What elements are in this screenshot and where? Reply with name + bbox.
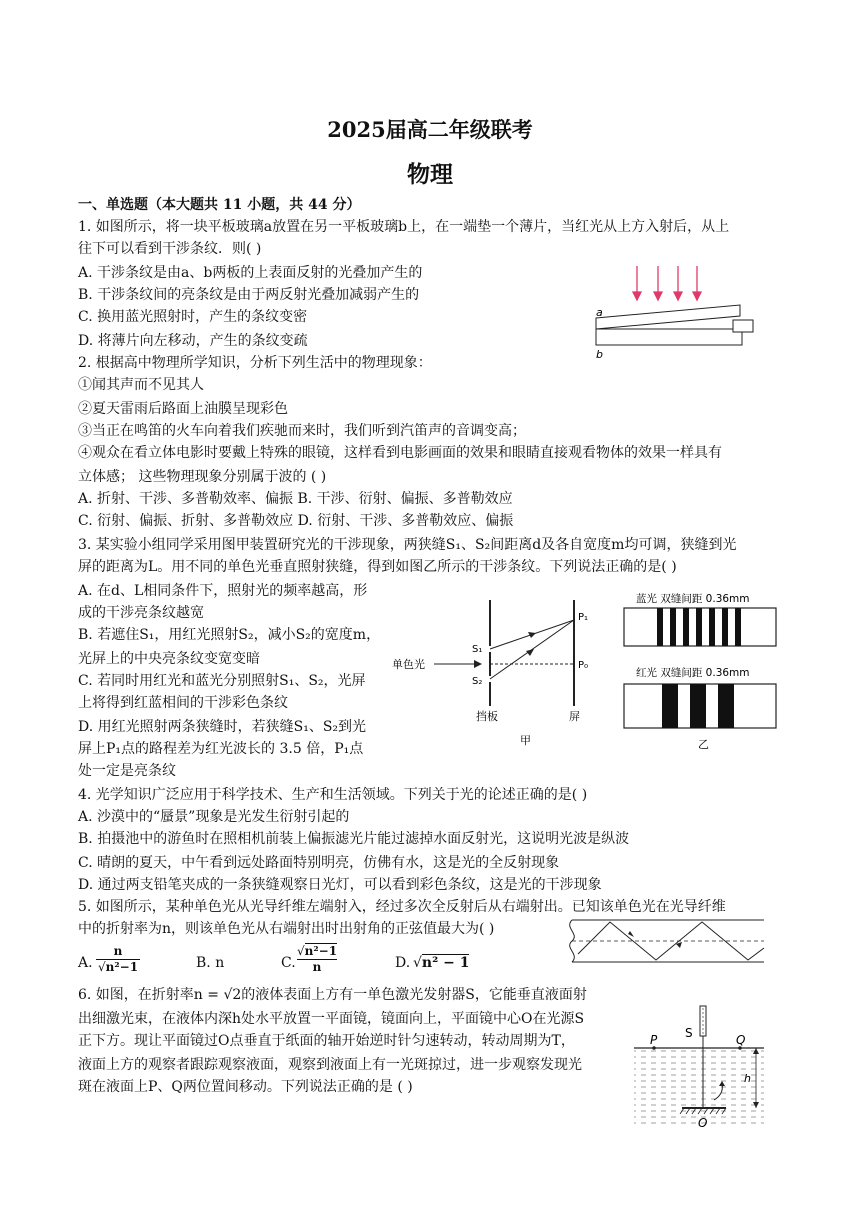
label-q: Q xyxy=(736,1033,746,1047)
figure-jia-caption: 甲 xyxy=(520,734,531,747)
q3-option-a: A. 在d、L相同条件下，照射光的频率越高，形 xyxy=(78,583,368,599)
screen-label: 屏 xyxy=(569,710,580,723)
q3-double-slit-figure xyxy=(392,588,602,748)
q3-stem-line2: 屏的距离为L。用不同的单色光垂直照射狭缝，得到如图乙所示的干涉条纹。下列说法正确的是( ) xyxy=(78,559,677,575)
q4-option-b: B. 拍摄池中的游鱼时在照相机前装上偏振滤光片能过滤掉水面反射光，这说明光波是纵波 xyxy=(78,831,630,847)
q5-option-a-label: A. xyxy=(78,955,93,971)
q3-option-d-cont: 屏上P₁点的路程差为红光波长的 3.5 倍，P₁点 xyxy=(78,741,364,757)
q4-option-a: A. 沙漠中的“蜃景”现象是光发生衍射引起的 xyxy=(78,809,350,825)
label-o: O xyxy=(698,1116,708,1130)
q4-option-c: C. 晴朗的夏天，中午看到远处路面特别明亮，仿佛有水，这是光的全反射现象 xyxy=(78,855,560,871)
q3-option-c: C. 若同时用红光和蓝光分别照射S₁、S₂，光屏 xyxy=(78,673,366,689)
label-h: h xyxy=(744,1072,751,1085)
label-s1: S₁ xyxy=(472,644,483,655)
red-fringes xyxy=(662,684,734,728)
figure-yi-caption: 乙 xyxy=(698,738,709,751)
q5-optical-fiber-figure xyxy=(558,910,768,970)
q5-option-c-denominator: n xyxy=(297,959,337,975)
q1-option-d: D. 将薄片向左移动，产生的条纹变疏 xyxy=(78,333,308,349)
q6-stem-line4: 液面上方的观察者跟踪观察液面，观察到液面上有一光斑掠过，进一步观察发现光 xyxy=(78,1057,582,1073)
q5-option-a-numerator: n xyxy=(113,944,123,958)
plate-b xyxy=(596,329,742,345)
incident-beam-arrow xyxy=(474,660,482,668)
q5-option-d-radical: √n² − 1 xyxy=(413,955,470,971)
q1-option-b: B. 干涉条纹间的亮条纹是由于两反射光叠加减弱产生的 xyxy=(78,287,420,303)
q2-item-4-cont: 立体感； 这些物理现象分别属于波的 ( ) xyxy=(78,469,327,485)
q3-option-c-cont: 上将得到红蓝相间的干涉彩色条纹 xyxy=(78,695,288,711)
q3-option-b: B. 若遮住S₁，用红光照射S₂，减小S₂的宽度m， xyxy=(78,627,381,643)
q1-option-a: A. 干涉条纹是由a、b两板的上表面反射的光叠加产生的 xyxy=(78,265,423,281)
label-s2: S₂ xyxy=(472,676,483,687)
label-a: a xyxy=(596,306,603,319)
q6-stem-line2: 出细激光束，在液体内深h处水平放置一平面镜，镜面向上，平面镜中心O在光源S xyxy=(78,1011,585,1027)
q6-laser-mirror-figure xyxy=(630,1000,770,1135)
q6-stem-line3: 正下方。现让平面镜过O点垂直于纸面的轴开始逆时针匀速转动，转动周期为T， xyxy=(78,1033,575,1049)
q6-stem-line5: 斑在液面上P、Q两位置间移动。下列说法正确的是 ( ) xyxy=(78,1079,413,1095)
q3-option-d-cont2: 处一定是亮条纹 xyxy=(78,763,176,779)
q2-item-2: ②夏天雷雨后路面上油膜呈现彩色 xyxy=(78,401,288,417)
label-p1: P₁ xyxy=(578,612,589,623)
label-p0: P₀ xyxy=(578,660,589,671)
exam-title: 2025届高二年级联考 xyxy=(327,117,533,142)
q2-options-ab: A. 折射、干涉、多普勒效率、偏振 B. 干涉、衍射、偏振、多普勒效应 xyxy=(78,491,513,507)
q2-item-3: ③当正在鸣笛的火车向着我们疾驰而来时，我们听到汽笛声的音调变高； xyxy=(78,423,526,439)
baffle-label: 挡板 xyxy=(476,710,498,723)
thin-spacer xyxy=(733,320,753,332)
q3-option-a-cont: 成的干涉亮条纹越宽 xyxy=(78,605,204,621)
q5-option-c-fraction xyxy=(297,944,337,975)
q6-stem-line1: 6. 如图，在折射率n = √2的液体表面上方有一单色激光发射器S，它能垂直液面射 xyxy=(78,987,587,1003)
q2-stem: 2. 根据高中物理所学知识，分析下列生活中的物理现象： xyxy=(78,355,432,371)
q4-stem: 4. 光学知识广泛应用于科学技术、生产和生活领域。下列关于光的论述正确的是( ) xyxy=(78,787,588,803)
ray-arrow-2 xyxy=(526,649,534,656)
q5-option-c-numerator: √n²−1 xyxy=(297,944,338,958)
plate-a xyxy=(596,305,740,329)
q4-option-d: D. 通过两支铅笔夹成的一条狭缝观察日光灯，可以看到彩色条纹，这是光的干涉现象 xyxy=(78,877,602,893)
q1-thin-film-figure xyxy=(590,262,760,362)
subject-title: 物理 xyxy=(407,161,453,188)
monochromatic-light-label: 单色光 xyxy=(392,658,425,671)
q1-stem-line2: 往下可以看到干涉条纹．则( ) xyxy=(78,241,262,257)
q5-option-a-denominator: √n²−1 xyxy=(98,960,139,974)
q1-option-c: C. 换用蓝光照射时，产生的条纹变密 xyxy=(78,309,308,325)
q3-option-b-cont: 光屏上的中央亮条纹变宽变暗 xyxy=(78,651,260,667)
q5-option-c-label: C. xyxy=(281,955,296,971)
q2-item-4: ④观众在看立体电影时要戴上特殊的眼镜，这样看到电影画面的效果和眼睛直接观看物体的效果一样具有 xyxy=(78,445,722,461)
q1-stem-line1: 1. 如图所示，将一块平板玻璃a放置在另一平板玻璃b上，在一端垫一个薄片，当红光从上方入射后，从上 xyxy=(78,219,730,235)
q3-option-d: D. 用红光照射两条狭缝时，若狭缝S₁、S₂到光 xyxy=(78,719,367,735)
q5-option-a-fraction xyxy=(96,944,140,975)
q3-stem-line1: 3. 某实验小组同学采用图甲装置研究光的干涉现象，两狭缝S₁、S₂间距离d及各自宽度m均可调，狭缝到光 xyxy=(78,537,737,553)
q5-option-b: B. n xyxy=(196,955,225,971)
q3-fringe-figure xyxy=(618,588,788,753)
q5-option-d-label: D. xyxy=(395,955,411,971)
label-p: P xyxy=(650,1033,658,1047)
q2-options-cd: C. 衍射、偏振、折射、多普勒效应 D. 衍射、干涉、多普勒效应、偏振 xyxy=(78,513,514,529)
section-heading: 一、单选题（本大题共 11 小题，共 44 分） xyxy=(78,197,361,213)
q5-stem-line1: 5. 如图所示，某种单色光从光导纤维左端射入，经过多次全反射后从右端射出。已知该单色光在光导纤维 xyxy=(78,899,726,915)
incident-light-arrows xyxy=(633,266,701,300)
red-light-label: 红光 双缝间距 0.36mm xyxy=(636,667,750,679)
q5-stem-line2: 中的折射率为n，则该单色光从右端射出时出射角的正弦值最大为( ) xyxy=(78,921,495,937)
fiber-arrow-1 xyxy=(628,931,634,937)
label-b: b xyxy=(596,348,603,361)
q2-item-1: ①闻其声而不见其人 xyxy=(78,377,204,393)
label-s: S xyxy=(685,1026,693,1040)
blue-light-label: 蓝光 双缝间距 0.36mm xyxy=(636,593,750,605)
